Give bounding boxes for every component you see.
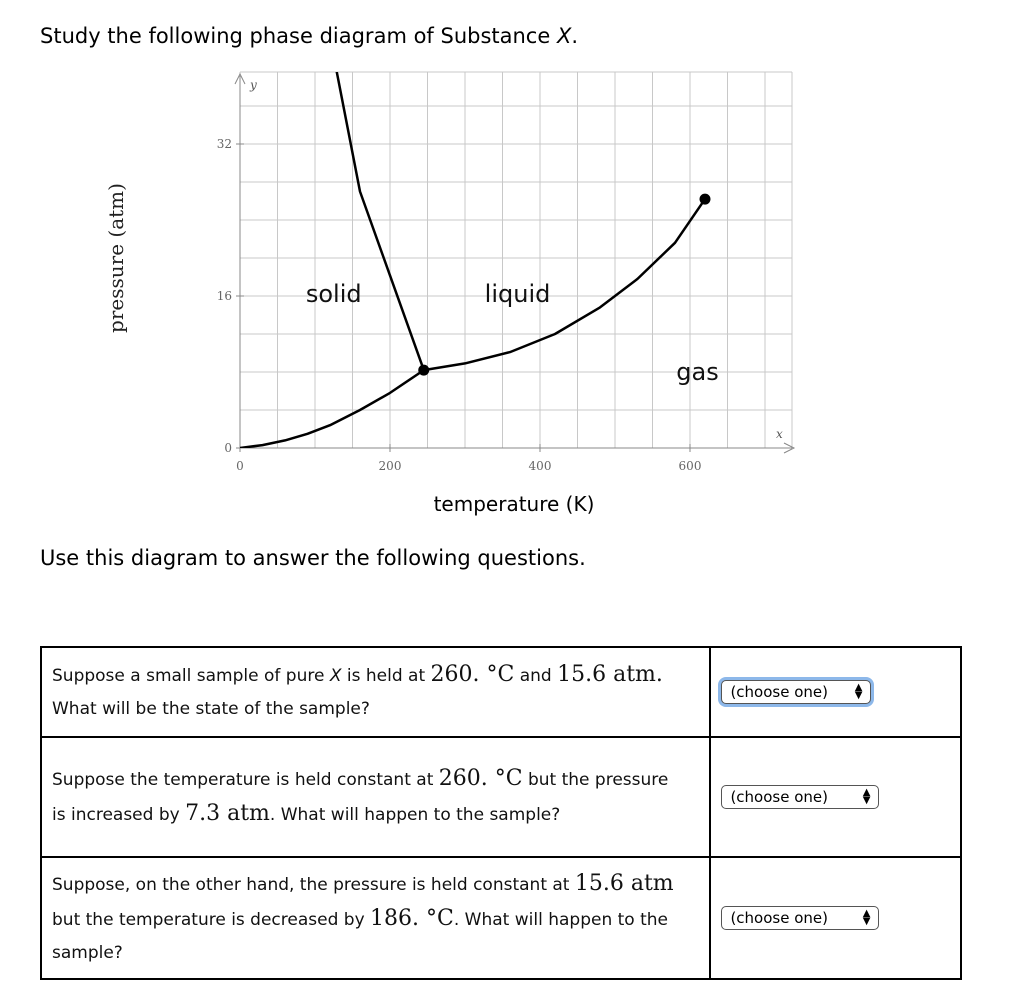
q1-substance: X xyxy=(329,666,342,686)
q2-temp-unit: °C xyxy=(487,766,523,791)
q2-text-a: Suppose the temperature is held constant at xyxy=(52,770,439,790)
y-axis-letter: y xyxy=(250,78,257,92)
region-label-gas: gas xyxy=(676,358,719,387)
intro-period: . xyxy=(571,24,579,48)
question-3-answer-cell xyxy=(710,857,961,979)
x-tick-label: 0 xyxy=(236,459,244,473)
y-tick-label: 0 xyxy=(224,441,232,455)
x-axis-title: temperature (K) xyxy=(433,492,595,516)
y-axis-title: pressure (atm) xyxy=(104,183,128,333)
q1-text-c: and xyxy=(514,666,558,686)
q3-text-a: Suppose, on the other hand, the pressure is held constant at xyxy=(52,874,575,895)
question-1-text xyxy=(41,647,710,737)
q1-text-a: Suppose a small sample of pure xyxy=(52,666,330,686)
q3-temp-unit: °C xyxy=(419,905,454,931)
instructions-text: Use this diagram to answer the following questions. xyxy=(40,546,586,570)
q2-text-d: . What will happen to the sample? xyxy=(269,805,561,825)
critical-point xyxy=(700,194,711,205)
q2-temperature: 260. xyxy=(438,766,488,791)
vaporization-curve xyxy=(424,199,705,370)
q3-pressure: 15.6 xyxy=(574,870,624,896)
q2-answer-select[interactable] xyxy=(721,785,879,809)
phase-diagram-chart xyxy=(0,0,1024,480)
region-label-solid: solid xyxy=(305,280,362,309)
y-tick-label: 16 xyxy=(216,289,232,303)
select-arrows-icon: ▲ ▼ xyxy=(862,908,871,927)
x-tick-label: 600 xyxy=(678,459,702,473)
question-row-3 xyxy=(41,857,961,979)
select-arrows-icon: ▲ ▼ xyxy=(854,682,863,701)
q3-pressure-unit: atm xyxy=(623,870,674,896)
q3-text-c: . What will happen to the xyxy=(453,909,668,930)
x-tick-label: 400 xyxy=(528,459,552,473)
question-row-2 xyxy=(41,737,961,857)
x-tick-label: 200 xyxy=(378,459,402,473)
q1-temperature: 260. xyxy=(430,662,480,687)
melting-curve xyxy=(336,68,424,370)
q2-select-value: (choose one) xyxy=(730,788,828,806)
question-2-text xyxy=(41,737,710,857)
question-row-1 xyxy=(41,647,961,737)
q2-text-c: is increased by xyxy=(52,805,186,825)
q1-pressure-unit: atm. xyxy=(606,662,663,687)
q3-text-b: but the temperature is decreased by xyxy=(52,909,371,930)
substance-name: X xyxy=(556,24,572,48)
q1-temp-unit: °C xyxy=(479,662,515,687)
x-axis-letter: x xyxy=(776,427,783,441)
triple-point xyxy=(418,365,429,376)
question-1-answer-cell xyxy=(710,647,961,737)
q3-select-value: (choose one) xyxy=(730,909,828,927)
region-label-liquid: liquid xyxy=(484,280,551,309)
q2-text-b: but the pressure xyxy=(522,770,669,790)
q2-pressure-unit: atm xyxy=(220,801,270,826)
intro-line: Study the following phase diagram of Substance xyxy=(40,24,557,48)
question-3-text xyxy=(41,857,710,979)
select-arrows-icon: ▲ ▼ xyxy=(862,787,871,806)
q1-text-d: What will be the state of the sample? xyxy=(52,699,370,719)
q1-select-value: (choose one) xyxy=(730,683,828,701)
sublimation-curve xyxy=(240,370,424,448)
q3-answer-select[interactable] xyxy=(721,906,879,930)
q1-text-b: is held at xyxy=(341,666,431,686)
q1-pressure: 15.6 xyxy=(557,662,607,687)
q2-pressure: 7.3 xyxy=(185,801,221,826)
q3-text-d: sample? xyxy=(52,942,123,963)
questions-table xyxy=(40,646,962,980)
y-tick-label: 32 xyxy=(216,137,232,151)
question-2-answer-cell xyxy=(710,737,961,857)
q3-temperature: 186. xyxy=(370,905,420,931)
q1-answer-select[interactable] xyxy=(721,680,871,704)
grid xyxy=(240,72,792,448)
